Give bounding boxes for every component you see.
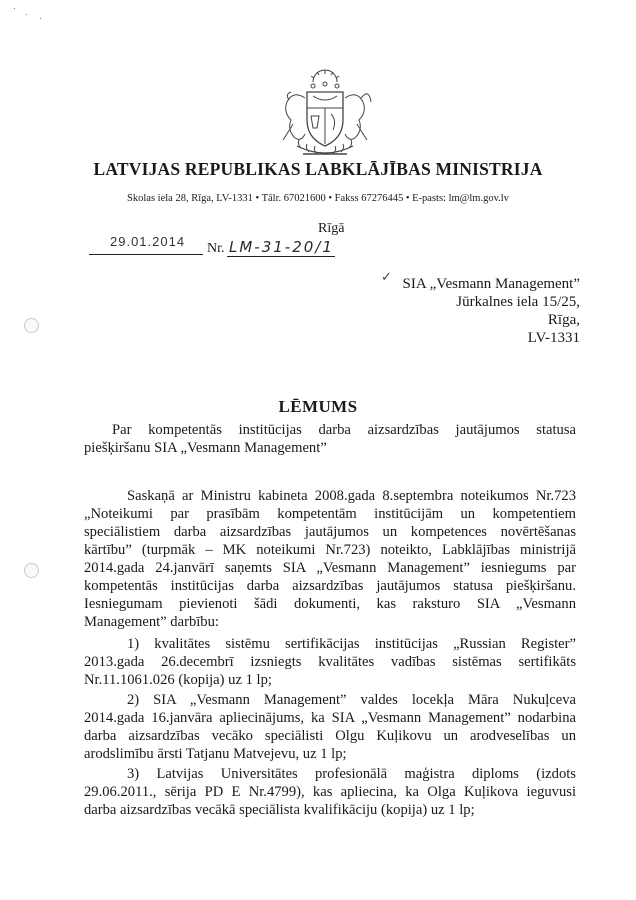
subject-line: Par kompetentās institūcijas darba aizsardzības jautājumos statusa (112, 422, 576, 438)
list-item-line: 2014.gada 16.janvāra apliecinājums, ka SIA „Vesmann Management” nodarbina (84, 710, 576, 726)
date-underline (89, 254, 203, 255)
ministry-name: LATVIJAS REPUBLIKAS LABKLĀJĪBAS MINISTRIJA (93, 159, 543, 179)
body-line: speciālistiem darba aizsardzības jautājumos un kompetences novērtēšanas (84, 524, 576, 540)
body-line: Management” darbību: (84, 614, 219, 630)
body-line: kompetentās institūcijas darba aizsardzības jautājumos statusa piešķiršanu. (84, 578, 576, 594)
body-line: „Noteikumi par prasībām kompetentām institūcijām un kompetentiem (84, 506, 576, 522)
place-of-issue: Rīgā (318, 221, 345, 236)
scan-speck (40, 18, 41, 19)
body-line: Saskaņā ar Ministru kabineta 2008.gada 8.septembra noteikumos Nr.723 (127, 488, 576, 504)
scan-speck (26, 14, 27, 15)
ministry-contacts: Skolas iela 28, Rīga, LV-1331 • Tālr. 67021600 • Fakss 67276445 • E-pasts: lm@lm.gov.lv (127, 193, 509, 204)
list-item-line: darba aizsardzības vecāko speciālisti Olgu Kuļikovu un arodveselības un (84, 728, 576, 744)
document-number-label: Nr. (207, 241, 225, 256)
list-item-line: 2013.gada 26.decembrī izsniegts kvalitātes vadības sistēmas sertifikāts (84, 654, 576, 670)
document-title: LĒMUMS (278, 397, 358, 416)
punch-hole (24, 318, 39, 333)
number-underline (227, 256, 335, 257)
list-item-line: 3) Latvijas Universitātes profesionālā maģistra diploms (izdots (127, 766, 576, 782)
recipient-name: SIA „Vesmann Management” (402, 276, 580, 292)
subject-line: piešķiršanu SIA „Vesmann Management” (84, 440, 327, 456)
list-item-line: 2) SIA „Vesmann Management” valdes locekļa Māra Nukuļceva (127, 692, 576, 708)
recipient-street: Jūrkalnes iela 15/25, (456, 294, 580, 310)
body-line: kārtību” (turpmāk – MK noteikumi Nr.723) noteikto, Labklājības ministrijā (84, 542, 576, 558)
body-line: 2014.gada 24.janvārī saņemts SIA „Vesmann Management” iesniegums par (84, 560, 576, 576)
checkmark-icon: ✓ (381, 270, 392, 285)
list-item-line: 1) kvalitātes sistēmu sertifikācijas institūcijas „Russian Register” (127, 636, 576, 652)
scan-speck (14, 8, 15, 9)
list-item-line: Nr.11.1061.026 (kopija) uz 1 lp; (84, 672, 272, 688)
body-line: Iesniegumam pievienoti šādi dokumenti, kas raksturo SIA „Vesmann (84, 596, 576, 612)
list-item-line: arodslimību ārsti Tatjanu Matvejevu, uz 1 lp; (84, 746, 347, 762)
recipient-city: Rīga, (547, 312, 580, 328)
list-item-line: darba aizsardzības vecākā speciālista kvalifikāciju (kopija) uz 1 lp; (84, 802, 475, 818)
punch-hole (24, 563, 39, 578)
recipient-postcode: LV-1331 (527, 330, 580, 346)
document-number: LM-31-20/1 (229, 238, 334, 256)
document-date-stamp: 29.01.2014 (110, 234, 186, 249)
list-item-line: 29.06.2011., sērija PD E Nr.4799), kas apliecina, ka Olga Kuļikova ieguvusi (84, 784, 576, 800)
latvia-coat-of-arms-icon (273, 68, 377, 162)
